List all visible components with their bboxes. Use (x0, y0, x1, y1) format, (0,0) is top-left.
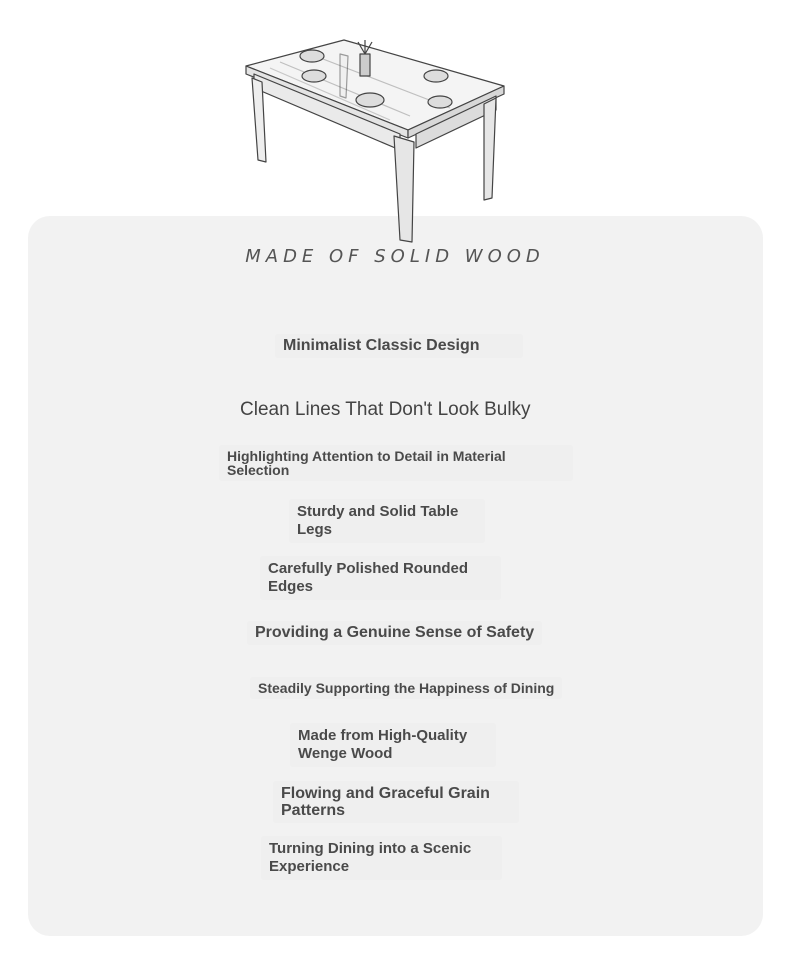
feature-clean-lines: Clean Lines That Don't Look Bulky (240, 399, 531, 420)
feature-sense-of-safety: Providing a Genuine Sense of Safety (247, 621, 542, 645)
headline: MADE OF SOLID WOOD (245, 246, 545, 267)
dining-table-illustration (240, 34, 512, 246)
feature-polished-edges: Carefully Polished Rounded Edges (260, 556, 501, 600)
feature-sturdy-legs: Sturdy and Solid Table Legs (289, 499, 485, 543)
feature-minimalist-design: Minimalist Classic Design (275, 334, 523, 358)
feature-supporting-dining: Steadily Supporting the Happiness of Dining (250, 677, 562, 699)
feature-grain-patterns: Flowing and Graceful Grain Patterns (273, 781, 519, 823)
feature-wenge-wood: Made from High-Quality Wenge Wood (290, 723, 496, 767)
feature-scenic-dining: Turning Dining into a Scenic Experience (261, 836, 502, 880)
feature-material-detail: Highlighting Attention to Detail in Material Selection (219, 445, 573, 481)
